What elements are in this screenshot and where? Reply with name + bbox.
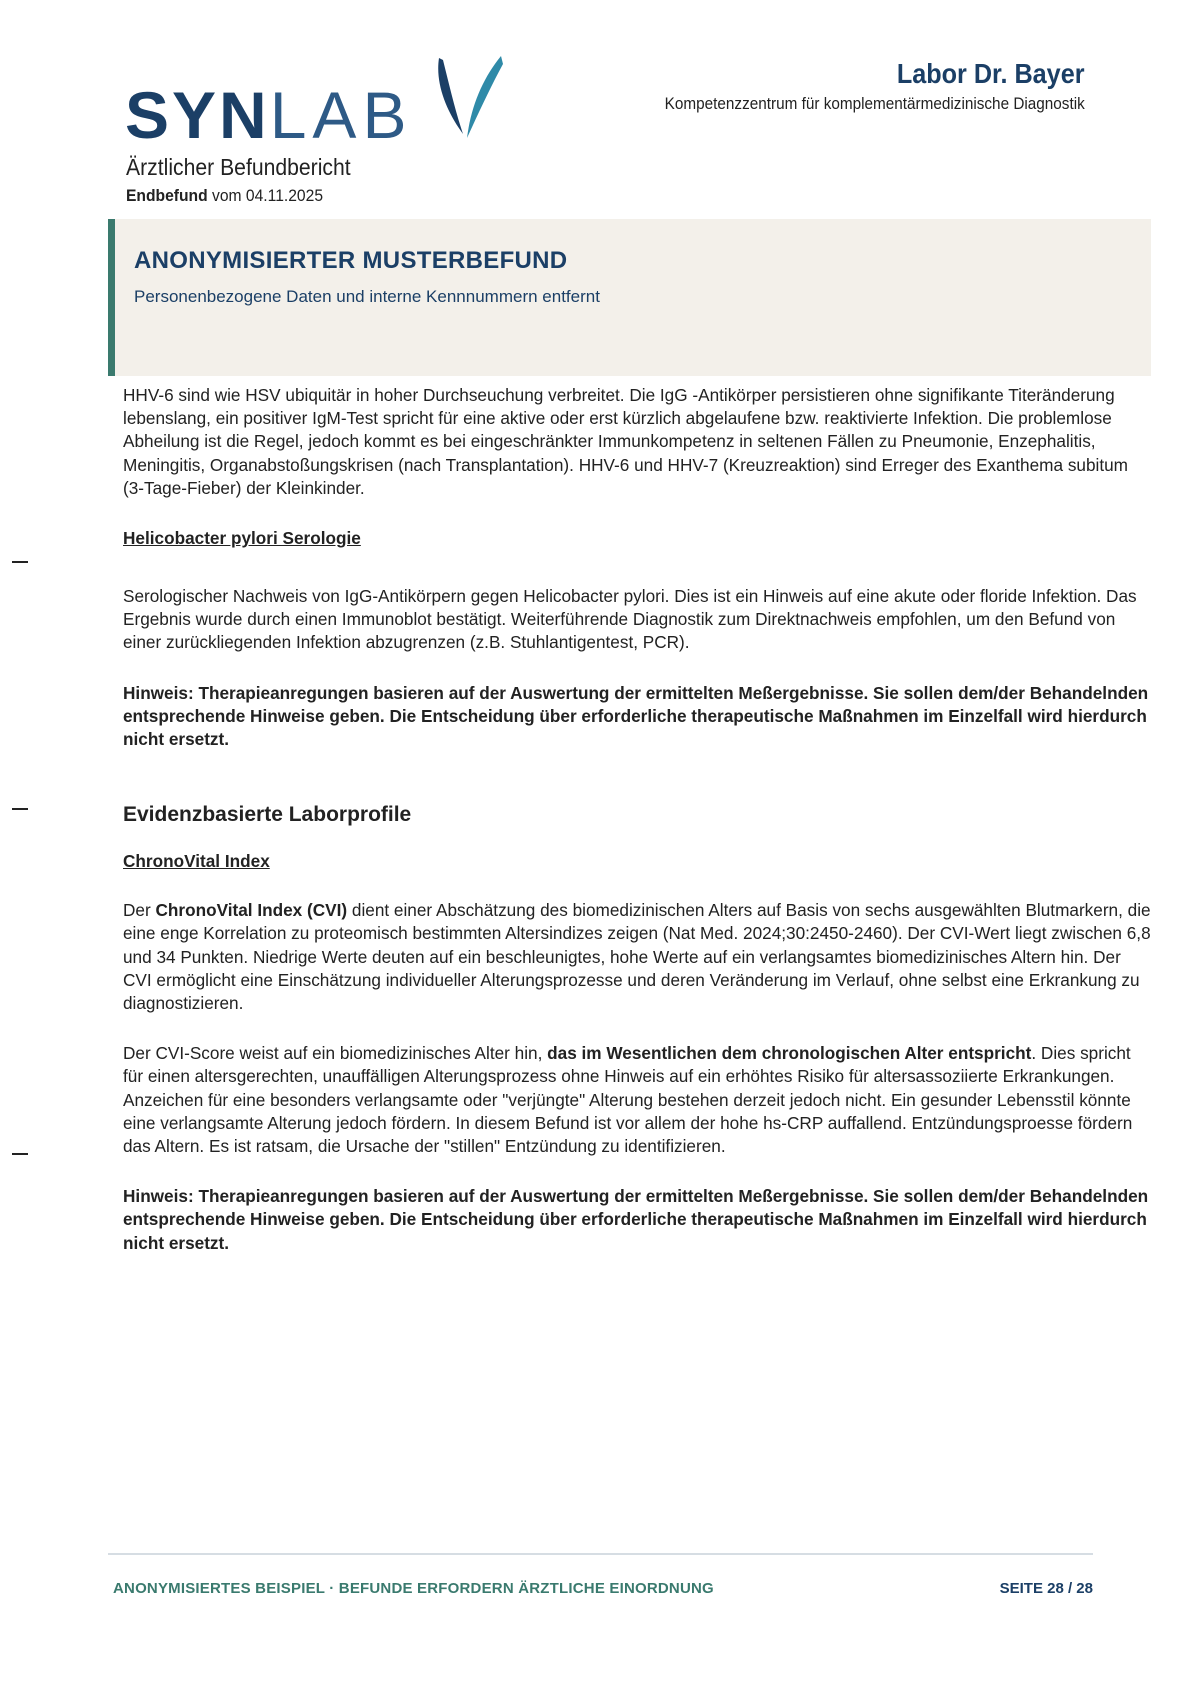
report-body [123,384,1153,1255]
footer-disclaimer: ANONYMISIERTES BEISPIEL · BEFUNDE ERFORDERN ÄRZTLICHE EINORDNUNG [113,1580,714,1597]
chronovital-paragraph-1 [123,899,1153,1015]
helicobacter-heading: Helicobacter pylori Serologie [123,528,361,549]
margin-mark [12,561,28,563]
report-date: vom 04.11.2025 [212,186,324,205]
anonymized-banner [108,219,1151,376]
banner-subtitle: Personenbezogene Daten und interne Kennnummern entfernt [134,287,600,306]
page-number: SEITE 28 / 28 [999,1580,1093,1597]
text-span: Der [123,900,156,921]
lab-subtitle: Kompetenzzentrum für komplementärmedizinische Diagnostik [664,94,1085,113]
logo-wordmark [125,78,413,152]
text-span: Der CVI-Score weist auf ein biomedizinisches Alter hin, [123,1043,548,1064]
evidence-heading: Evidenzbasierte Laborprofile [123,803,412,827]
bold-span: ChronoVital Index (CVI) [155,900,348,921]
logo-text-bold: SYN [125,78,270,152]
logo-text-light: LAB [269,78,413,152]
chronovital-paragraph-2 [123,1042,1153,1158]
hhv-paragraph: HHV-6 sind wie HSV ubiquitär in hoher Durchseuchung verbreitet. Die IgG -Antikörper persistieren ohne signifikante Titeränderung lebenslang, ein positiver IgM-Test spricht für eine aktive oder erst kürzlich abgelaufene bzw. reaktivierte Infektion. Die problemlose Abheilung ist die Regel, jedoch kommt es bei eingeschränkter Immunkompetenz in seltenen Fällen zu Pneumonie, Enzephalitis, Meningitis, Organabstoßungskrisen (nach Transplantation). HHV-6 und HHV-7 (Kreuzreaktion) sind Erreger des Exanthema subitum (3-Tage-Fieber) der Kleinkinder. [123,385,1128,498]
margin-mark [12,808,28,810]
lab-name: Labor Dr. Bayer [897,58,1085,89]
bold-span: das im Wesentlichen dem chronologischen Alter entspricht [547,1043,1032,1064]
synlab-logo [125,54,505,152]
report-status-line [126,186,323,206]
synlab-swoosh-icon [433,54,505,144]
banner-title: ANONYMISIERTER MUSTERBEFUND [134,247,568,274]
hinweis-note: Hinweis: Therapieanregungen basieren auf der Auswertung der ermittelten Meßergebnisse. Sie sollen dem/der Behandelnden entsprechende Hinweise geben. Die Entscheidung über erforderliche therapeutische Maßnahmen im Einzelfall wird hierdurch nicht ersetzt. [123,682,1149,750]
footer-divider [108,1553,1093,1555]
margin-mark [12,1153,28,1155]
report-title: Ärztlicher Befundbericht [126,154,351,180]
text-span: . Dies spricht für einen altersgerechten, unauffälligen Alterungsprozess ohne Hinweis auf ein erhöhtes Risiko für altersassoziierte Erkrankungen. Anzeichen für eine besonders verlangsamte oder "verjüngte" Alterung bestehen derzeit jedoch nicht. Ein gesunder Lebensstil könnte eine verlangsamte Alterung jedoch fördern. In diesem Befund ist vor allem der hohe hs-CRP auffallend. Entzündungsproesse fördern das Altern. Es ist ratsam, die Ursache der "stillen" Entzündung zu identifizieren. [123,1043,1133,1157]
hinweis-note: Hinweis: Therapieanregungen basieren auf der Auswertung der ermittelten Meßergebnisse. Sie sollen dem/der Behandelnden entsprechende Hinweise geben. Die Entscheidung über erforderliche therapeutische Maßnahmen im Einzelfall wird hierdurch nicht ersetzt. [123,1186,1149,1253]
text-span: dient einer Abschätzung des biomedizinischen Alters auf Basis von sechs ausgewählten Blutmarkern, die eine enge Korrelation zu proteomisch bestimmten Altersindizes zeigen (Nat Med. 2024;30:2450-2460). Der CVI-Wert liegt zwischen 6,8 und 34 Punkten. Niedrige Werte deuten auf ein beschleunigtes, hohe Werte auf ein verlangsamtes biomedizinisches Altern hin. Der CVI ermöglicht eine Einschätzung individueller Alterungsprozesse und deren Veränderung im Verlauf, ohne selbst eine Erkrankung zu diagnostizieren. [123,900,1151,1014]
report-status: Endbefund [126,186,208,205]
chronovital-heading: ChronoVital Index [123,851,270,872]
helicobacter-paragraph: Serologischer Nachweis von IgG-Antikörpern gegen Helicobacter pylori. Dies ist ein Hinweis auf eine akute oder floride Infektion. Das Ergebnis wurde durch einen Immunoblot bestätigt. Weiterführende Diagnostik zum Direktnachweis empfohlen, um den Befund von einer zurückliegenden Infektion abzugrenzen (z.B. Stuhlantigentest, PCR). [123,586,1137,653]
